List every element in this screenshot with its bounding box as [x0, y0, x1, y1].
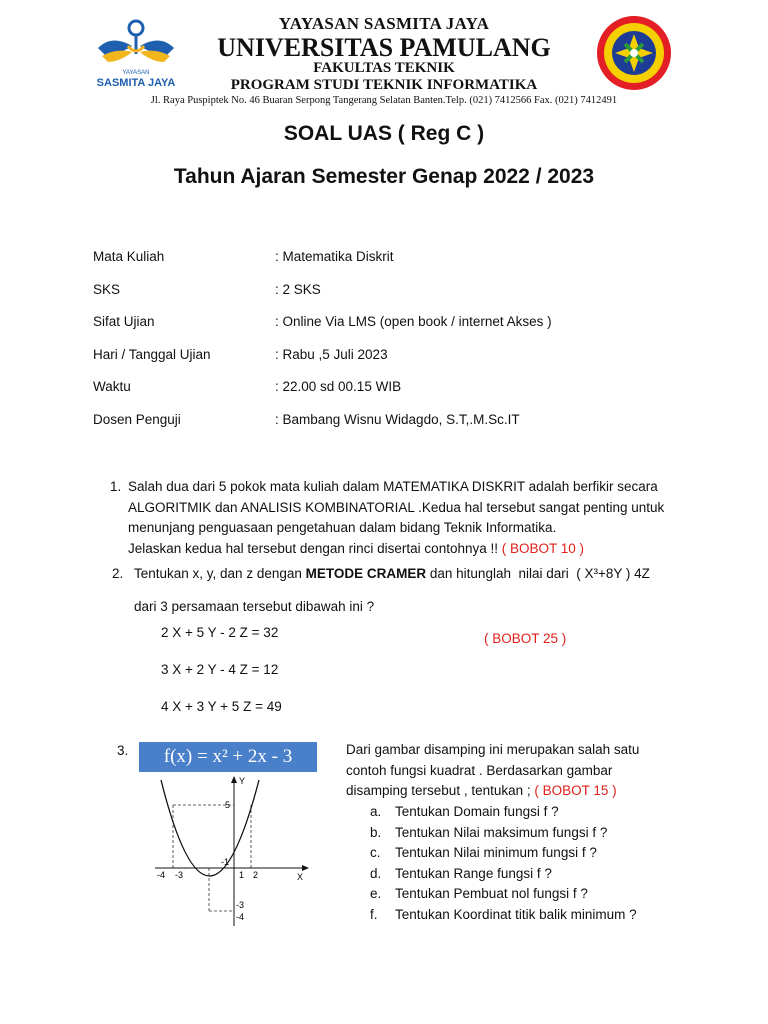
item-text: Tentukan Domain fungsi f ?: [395, 804, 559, 819]
info-value: : 22.00 sd 00.15 WIB: [275, 379, 402, 394]
question-2-post: dan hitunglah nilai dari ( X³+8Y ) 4Z: [426, 566, 650, 581]
tick-label-y-1: -1: [221, 857, 230, 867]
item-letter: f.: [370, 906, 378, 922]
info-row-exam-type: [93, 314, 693, 334]
question-3-line: [346, 781, 726, 802]
question-1-line: [128, 539, 748, 560]
university-name: UNIVERSITAS PAMULANG: [217, 33, 551, 62]
info-row-course: [93, 249, 693, 269]
tick-label-x-4: -4: [157, 870, 166, 880]
faculty-name: FAKULTAS TEKNIK: [313, 60, 455, 76]
tick-label-y-4: -4: [236, 912, 245, 922]
item-letter: b.: [370, 824, 382, 840]
info-row-sks: [93, 282, 693, 302]
info-label: Waktu: [93, 379, 131, 394]
question-3-bobot: ( BOBOT 15 ): [534, 783, 617, 798]
item-text: Tentukan Koordinat titik balik minimum ?: [395, 906, 637, 922]
equation-2: 3 X + 2 Y - 4 Z = 12: [161, 662, 279, 677]
tick-label-x1: 1: [239, 870, 245, 880]
tick-label-x2: 2: [253, 870, 259, 880]
question-2-method: METODE CRAMER: [305, 566, 427, 581]
x-axis-arrow: [302, 865, 309, 871]
item-text: Tentukan Nilai minimum fungsi f ?: [395, 845, 597, 860]
question-3-item-d: [370, 864, 730, 885]
question-2-pre: Tentukan x, y, dan z dengan: [134, 566, 306, 581]
info-label: Hari / Tanggal Ujian: [93, 347, 211, 362]
item-letter: a.: [370, 804, 382, 819]
question-1-line: Salah dua dari 5 pokok mata kuliah dalam MATEMATIKA DISKRIT adalah berfikir secara: [128, 479, 658, 494]
question-3-item-f: [370, 905, 730, 926]
question-2-bobot: ( BOBOT 25 ): [484, 631, 567, 646]
foundation-name: YAYASAN SASMITA JAYA: [278, 14, 490, 33]
info-label: Sifat Ujian: [93, 314, 155, 329]
question-3-item-b: [370, 823, 730, 844]
equation-3: 4 X + 3 Y + 5 Z = 49: [161, 699, 282, 714]
item-text: Tentukan Range fungsi f ?: [395, 865, 552, 881]
question-2-line2: dari 3 persamaan tersebut dibawah ini ?: [134, 599, 375, 614]
info-value: : Rabu ,5 Juli 2023: [275, 347, 388, 362]
info-value: : 2 SKS: [275, 282, 321, 297]
question-1-line: menunjang penguasaan pengetahuan dalam bidang Teknik Informatika.: [128, 520, 557, 535]
question-1-instruction: Jelaskan kedua hal tersebut dengan rinci disertai contohnya !!: [128, 540, 502, 556]
question-2-number: 2.: [112, 566, 124, 581]
question-1-bobot: ( BOBOT 10 ): [501, 540, 585, 556]
info-label: Mata Kuliah: [93, 249, 165, 264]
x-axis-label: X: [297, 872, 304, 882]
question-3-line: Dari gambar disamping ini merupakan salah satu: [346, 742, 640, 757]
equation-1: 2 X + 5 Y - 2 Z = 32: [161, 625, 279, 640]
program-name: PROGRAM STUDI TEKNIK INFORMATIKA: [230, 77, 538, 93]
question-3-line: contoh fungsi kuadrat . Berdasarkan gambar: [346, 762, 613, 778]
question-2-text: [134, 564, 650, 585]
info-row-date: [93, 347, 693, 367]
parabola-curve: [161, 780, 259, 876]
exam-title: SOAL UAS ( Reg C ): [283, 122, 485, 145]
logo-left-small-text: YAYASAN: [122, 70, 150, 76]
question-3-instruction: disamping tersebut , tentukan ;: [346, 783, 535, 798]
item-letter: c.: [370, 845, 381, 860]
question-1-text: [128, 477, 748, 559]
info-value: : Bambang Wisnu Widagdo, S.T,.M.Sc.IT: [275, 412, 520, 427]
logo-left-name: SASMITA JAYA: [96, 77, 176, 89]
y-axis-arrow: [231, 776, 237, 783]
info-label: SKS: [93, 282, 121, 297]
y-axis-label: Y: [239, 776, 246, 786]
question-3-item-a: [370, 802, 730, 823]
info-value: : Matematika Diskrit: [275, 249, 394, 264]
info-value: : Online Via LMS (open book / internet Akses ): [275, 314, 552, 329]
info-row-examiner: [93, 412, 693, 432]
question-3-number: 3.: [117, 743, 129, 758]
item-text: Tentukan Nilai maksimum fungsi f ?: [395, 824, 608, 840]
question-3-item-e: [370, 884, 730, 905]
info-label: Dosen Penguji: [93, 412, 181, 427]
question-3-item-c: [370, 843, 730, 864]
tick-label-y5: 5: [225, 800, 231, 810]
tick-label-y-3: -3: [236, 900, 245, 910]
function-banner: f(x) = x² + 2x - 3: [139, 742, 317, 772]
address-line: Jl. Raya Puspiptek No. 46 Buaran Serpong Tangerang Selatan Banten.Telp. (021) 7412566 Fax. (021) 7412491: [150, 95, 618, 106]
tick-label-x-3: -3: [175, 870, 184, 880]
question-1-line: ALGORITMIK dan ANALISIS KOMBINATORIAL .Kedua hal tersebut sangat penting untuk: [128, 499, 665, 515]
question-3-items: [370, 802, 730, 932]
parabola-graph: [147, 774, 317, 930]
info-row-time: [93, 379, 693, 399]
item-letter: d.: [370, 865, 382, 881]
item-letter: e.: [370, 886, 382, 901]
item-text: Tentukan Pembuat nol fungsi f ?: [395, 886, 588, 901]
question-1-number: 1.: [110, 479, 122, 494]
exam-year: Tahun Ajaran Semester Genap 2022 / 2023: [173, 165, 595, 188]
question-3-intro: [346, 740, 726, 802]
